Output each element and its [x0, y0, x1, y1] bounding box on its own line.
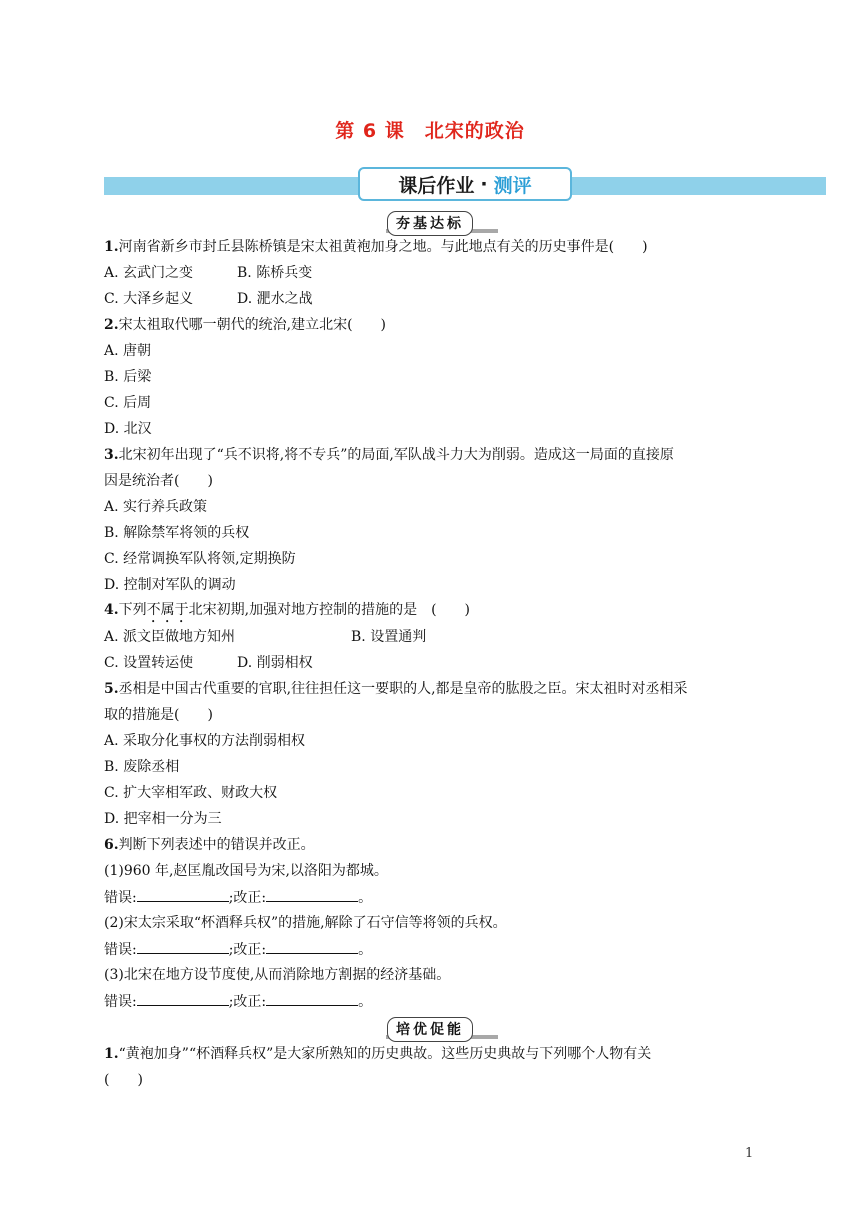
error-label: 错误:	[104, 942, 137, 958]
question-stem-pre: 下列	[118, 602, 147, 618]
option-b: B. 设置通判	[351, 629, 427, 645]
question-stem: “黄袍加身”“杯酒释兵权”是大家所熟知的历史典故。这些历史典故与下列哪个人物有关	[118, 1046, 652, 1062]
answer-row-1	[104, 887, 372, 908]
banner-accent-text: 测评	[493, 174, 532, 197]
fix-label: ;改正:	[228, 890, 267, 906]
question-stem: 判断下列表述中的错误并改正。	[118, 837, 315, 853]
option-d: D. 控制对军队的调动	[104, 577, 236, 593]
section-tag-basic: 夯基达标	[387, 211, 473, 236]
option-b: B. 废除丞相	[104, 759, 180, 775]
question-number: 1.	[104, 239, 119, 255]
advanced-question-1	[104, 1044, 651, 1064]
option-d: D. 淝水之战	[237, 291, 313, 307]
option-d: D. 把宰相一分为三	[104, 811, 222, 827]
question-number: 6.	[104, 837, 119, 853]
fix-blank[interactable]	[266, 939, 358, 954]
statement-3: (3)北宋在地方设节度使,从而消除地方割据的经济基础。	[104, 967, 451, 983]
question-stem: 北宋初年出现了“兵不识将,将不专兵”的局面,军队战斗力大为削弱。造成这一局面的直接原	[118, 447, 674, 463]
question-stem: 丞相是中国古代重要的官职,往往担任这一要职的人,都是皇帝的肱股之臣。宋太祖时对丞相采	[118, 681, 688, 697]
option-b: B. 后梁	[104, 369, 152, 385]
question-4	[104, 600, 470, 626]
answer-row-3	[104, 991, 372, 1012]
banner-main-text: 课后作业	[398, 174, 475, 197]
end-mark: 。	[358, 942, 373, 958]
option-row	[104, 653, 313, 673]
question-number: 1.	[104, 1046, 119, 1062]
question-stem: 河南省新乡市封丘县陈桥镇是宋太祖黄袍加身之地。与此地点有关的历史事件是( )	[118, 239, 648, 255]
option-c: C. 大泽乡起义	[104, 291, 194, 307]
option-d: D. 削弱相权	[237, 655, 313, 671]
option-row	[104, 289, 313, 309]
option-a: A. 玄武门之变	[104, 265, 194, 281]
error-blank[interactable]	[137, 939, 229, 954]
fix-label: ;改正:	[228, 994, 267, 1010]
fix-blank[interactable]	[266, 991, 358, 1006]
option-c: C. 设置转运使	[104, 655, 194, 671]
option-row	[104, 627, 427, 647]
question-2	[104, 315, 386, 335]
question-1	[104, 237, 648, 257]
option-c: C. 经常调换军队将领,定期换防	[104, 551, 296, 567]
end-mark: 。	[358, 994, 373, 1010]
section-tag-advanced: 培优促能	[387, 1017, 473, 1042]
option-a: A. 派文臣做地方知州	[104, 629, 236, 645]
fix-label: ;改正:	[228, 942, 267, 958]
section-header-basic	[0, 211, 860, 236]
option-d: D. 北汉	[104, 421, 152, 437]
section-header-advanced	[0, 1017, 860, 1042]
question-stem-post: 北宋初期,加强对地方控制的措施的是 ( )	[188, 602, 470, 618]
option-b: B. 陈桥兵变	[237, 265, 313, 281]
page-number: 1	[745, 1146, 754, 1161]
question-stem-continued: 因是统治者( )	[104, 473, 213, 489]
option-a: A. 实行养兵政策	[104, 499, 208, 515]
question-stem-continued: ( )	[104, 1072, 143, 1088]
question-stem: 宋太祖取代哪一朝代的统治,建立北宋( )	[118, 317, 386, 333]
option-c: C. 扩大宰相军政、财政大权	[104, 785, 278, 801]
question-3	[104, 445, 674, 465]
statement-1: (1)960 年,赵匡胤改国号为宋,以洛阳为都城。	[104, 863, 388, 879]
option-c: C. 后周	[104, 395, 152, 411]
end-mark: 。	[358, 890, 373, 906]
option-a: A. 采取分化事权的方法削弱相权	[104, 733, 306, 749]
option-row	[104, 263, 313, 283]
question-6	[104, 835, 315, 855]
error-label: 错误:	[104, 994, 137, 1010]
page-title: 第 6 课 北宋的政治	[335, 120, 525, 142]
question-number: 2.	[104, 317, 119, 333]
question-number: 4.	[104, 602, 119, 618]
question-emphasis: 不属于	[146, 602, 189, 618]
error-blank[interactable]	[137, 887, 229, 902]
question-5	[104, 679, 688, 699]
answer-row-2	[104, 939, 372, 960]
statement-2: (2)宋太宗采取“杯酒释兵权”的措施,解除了石守信等将领的兵权。	[104, 915, 507, 931]
question-stem-continued: 取的措施是( )	[104, 707, 213, 723]
question-number: 5.	[104, 681, 119, 697]
error-label: 错误:	[104, 890, 137, 906]
option-a: A. 唐朝	[104, 343, 152, 359]
fix-blank[interactable]	[266, 887, 358, 902]
banner-box	[358, 167, 572, 201]
option-b: B. 解除禁军将领的兵权	[104, 525, 250, 541]
banner-separator: ·	[480, 173, 488, 195]
question-number: 3.	[104, 447, 119, 463]
error-blank[interactable]	[137, 991, 229, 1006]
